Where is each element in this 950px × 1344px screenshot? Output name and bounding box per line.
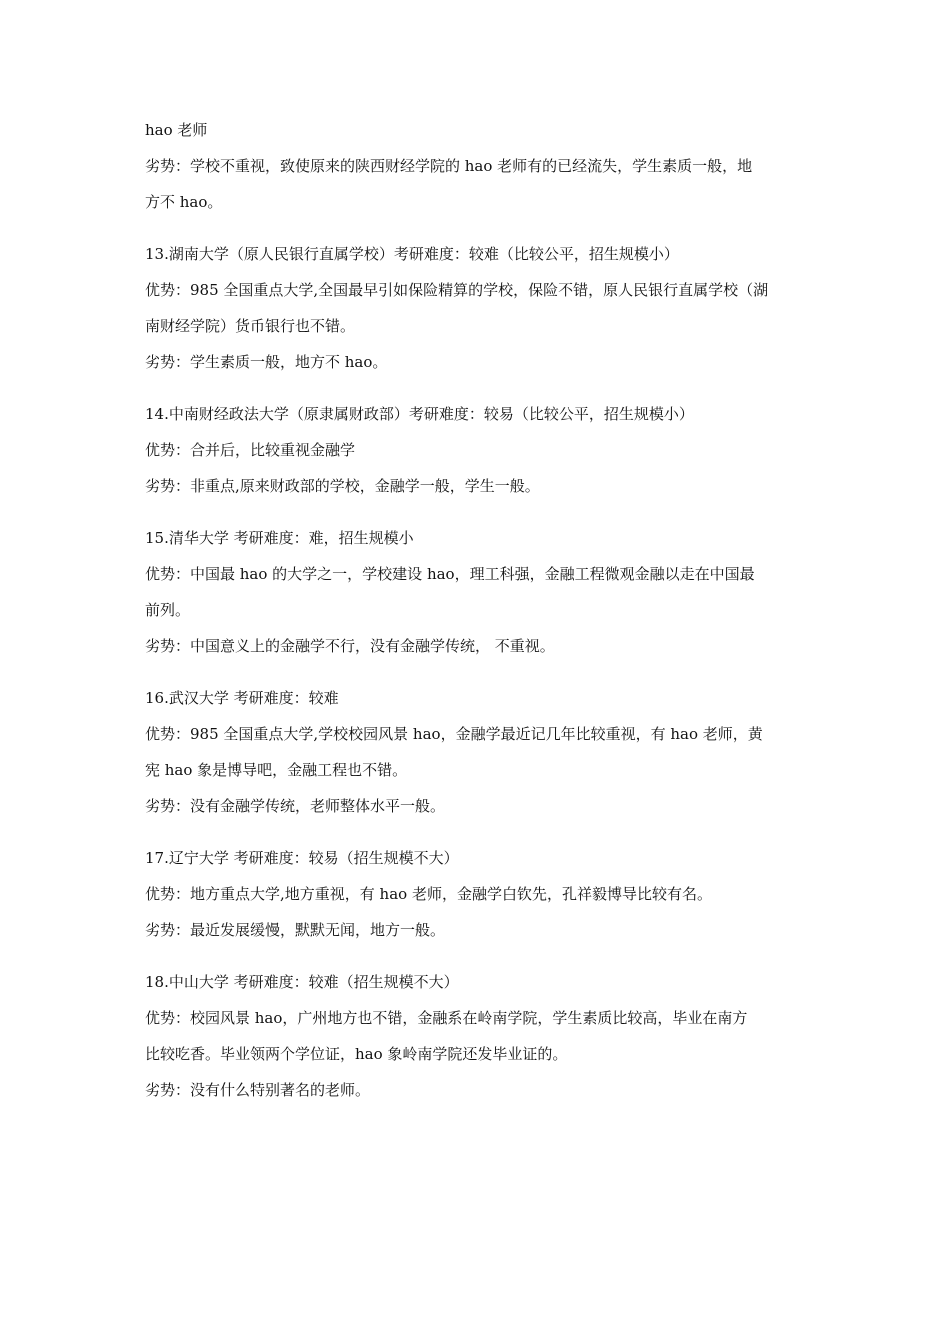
section-line: 优势：地方重点大学,地方重视，有 hao 老师，金融学白钦先，孔祥毅博导比较有名。 xyxy=(145,885,712,903)
section-line: 劣势：中国意义上的金融学不行，没有金融学传统， 不重视。 xyxy=(145,637,555,655)
document-page xyxy=(145,120,810,1116)
section-line: 劣势：非重点,原来财政部的学校，金融学一般，学生一般。 xyxy=(145,477,540,495)
section-line: 前列。 xyxy=(145,601,191,619)
section-header: 16.武汉大学 考研难度：较难 xyxy=(145,689,339,707)
section-line: 劣势：没有金融学传统，老师整体水平一般。 xyxy=(145,797,446,815)
section-line: 劣势：学生素质一般，地方不 hao。 xyxy=(145,353,388,371)
section-header: 15.清华大学 考研难度：难，招生规模小 xyxy=(145,529,414,547)
section-line: 优势：985 全国重点大学,学校校园风景 hao，金融学最近记几年比较重视，有 hao 老师，黄 xyxy=(145,725,763,743)
section-line: 劣势：最近发展缓慢，默默无闻，地方一般。 xyxy=(145,921,446,939)
section-line: 南财经学院）货币银行也不错。 xyxy=(145,317,356,335)
section-header: 13.湖南大学（原人民银行直属学校）考研难度：较难（比较公平，招生规模小） xyxy=(145,245,679,263)
section-line: 优势：985 全国重点大学,全国最早引如保险精算的学校，保险不错，原人民银行直属学校（湖 xyxy=(145,281,769,299)
section-line: 劣势：没有什么特别著名的老师。 xyxy=(145,1081,371,1099)
section-line: 比较吃香。毕业领两个学位证，hao 象岭南学院还发毕业证的。 xyxy=(145,1045,568,1063)
section-header: 14.中南财经政法大学（原隶属财政部）考研难度：较易（比较公平，招生规模小） xyxy=(145,405,694,423)
section-line: 优势：合并后，比较重视金融学 xyxy=(145,441,356,459)
section-line: 优势：中国最 hao 的大学之一，学校建设 hao，理工科强，金融工程微观金融以走在中国最 xyxy=(145,565,755,583)
intro-line: 方不 hao。 xyxy=(145,193,223,211)
intro-line: hao 老师 xyxy=(145,121,208,139)
section-line: 优势：校园风景 hao，广州地方也不错，金融系在岭南学院，学生素质比较高，毕业在南方 xyxy=(145,1009,748,1027)
intro-line: 劣势：学校不重视，致使原来的陕西财经学院的 hao 老师有的已经流失，学生素质一般，地 xyxy=(145,157,753,175)
section-header: 18.中山大学 考研难度：较难（招生规模不大） xyxy=(145,973,459,991)
section-header: 17.辽宁大学 考研难度：较易（招生规模不大） xyxy=(145,849,459,867)
section-line: 宪 hao 象是博导吧，金融工程也不错。 xyxy=(145,761,408,779)
